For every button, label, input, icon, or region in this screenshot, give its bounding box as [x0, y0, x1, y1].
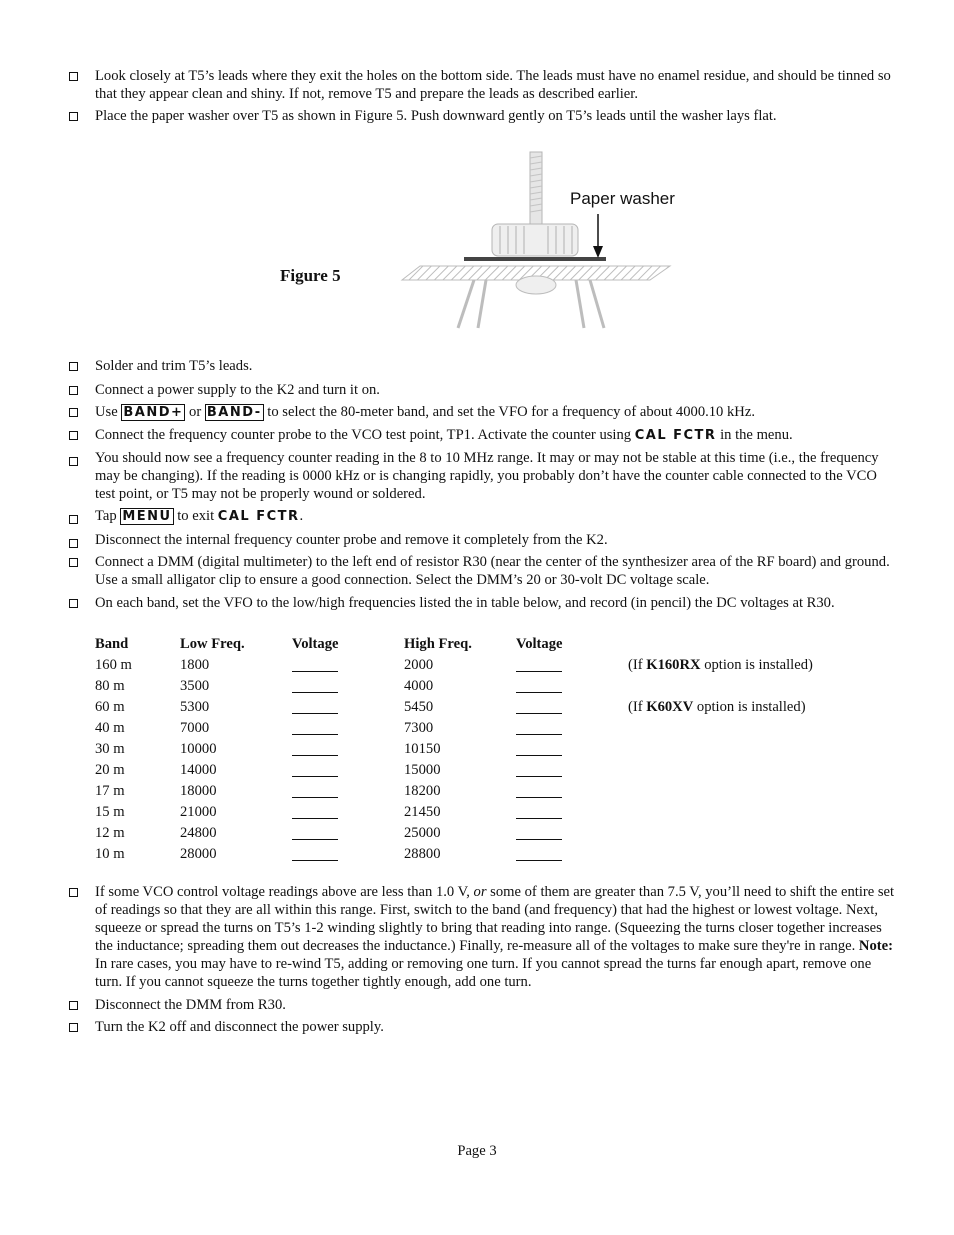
voltage-blank[interactable] — [516, 776, 562, 777]
text: Connect the frequency counter probe to the VCO test point, TP1. Activate the counter using — [95, 427, 635, 443]
band-minus-key: BAND- — [206, 405, 262, 420]
step-text: Connect a power supply to the K2 and turn it on. — [95, 382, 380, 398]
figure-callout: Paper washer — [570, 189, 675, 208]
voltage-blank[interactable] — [516, 692, 562, 693]
band-cell: 10 m — [95, 846, 125, 862]
band-cell: 12 m — [95, 825, 125, 841]
text: to exit — [173, 508, 218, 524]
text: If some VCO control voltage readings above are less than 1.0 V, — [95, 884, 474, 900]
band-cell: 17 m — [95, 783, 125, 799]
high-freq-cell: 18200 — [404, 783, 441, 799]
text: to select the 80-meter band, and set the VFO for a frequency of about 4000.10 kHz. — [263, 404, 755, 420]
step-text — [95, 403, 895, 421]
text: option is installed) — [693, 699, 806, 715]
text: Use — [95, 404, 122, 420]
checkbox[interactable] — [69, 515, 78, 524]
voltage-blank[interactable] — [516, 797, 562, 798]
high-freq-cell: 15000 — [404, 762, 441, 778]
table-header: Voltage — [292, 636, 339, 652]
figure-label: Figure 5 — [280, 266, 341, 285]
table-header: Low Freq. — [180, 636, 245, 652]
band-cell: 40 m — [95, 720, 125, 736]
band-cell: 160 m — [95, 657, 132, 673]
table-header: High Freq. — [404, 636, 472, 652]
low-freq-cell: 24800 — [180, 825, 217, 841]
checkbox[interactable] — [69, 112, 78, 121]
text: some of them are greater than 7.5 V, you’ll need to shift the entire set of readings so that they are all within this range. First, switch to the band (and frequency) that had the highest or lowest voltage. Next, squeeze or spread the turns on T5’s 1-2 winding slightly to bring that reading into range. (Squeezing the turns closer together increases the inductance; spreading them out decreases the inductance.) Finally, re-measure all of the voltages to make sure they're in range. — [95, 884, 895, 954]
low-freq-cell: 21000 — [180, 804, 217, 820]
text: (If — [628, 657, 647, 673]
checkbox[interactable] — [69, 362, 78, 371]
menu-item-name: CAL FCTR — [634, 428, 717, 443]
checkbox[interactable] — [69, 386, 78, 395]
step-text: Place the paper washer over T5 as shown in Figure 5. Push downward gently on T5’s leads until the washer lays flat. — [95, 108, 777, 124]
step-text: You should now see a frequency counter reading in the 8 to 10 MHz range. It may or may not be stable at this time (i.e., the frequency may be changing). If the reading is 0000 kHz or is changing rapidly, you probably don’t have the counter cable connected to the VCO test point, or T5 may not be properly wound or soldered. — [95, 450, 879, 502]
emphasis: or — [473, 884, 487, 900]
note-label: Note: — [858, 938, 893, 954]
band-cell: 15 m — [95, 804, 125, 820]
low-freq-cell: 7000 — [180, 720, 210, 736]
band-plus-key: BAND+ — [123, 405, 184, 420]
voltage-blank[interactable] — [516, 671, 562, 672]
step-text: Disconnect the DMM from R30. — [95, 997, 286, 1013]
low-freq-cell: 5300 — [180, 699, 210, 715]
voltage-blank[interactable] — [292, 839, 338, 840]
menu-key: MENU — [122, 509, 172, 524]
text: option is installed) — [700, 657, 813, 673]
table-header: Voltage — [516, 636, 563, 652]
text: in the menu. — [716, 427, 793, 443]
step-text: Look closely at T5’s leads where they exit the holes on the bottom side. The leads must have no enamel residue, and should be tinned so that they appear clean and shiny. If not, remove T5 and prepare the leads as described earlier. — [95, 68, 891, 102]
high-freq-cell: 25000 — [404, 825, 441, 841]
voltage-blank[interactable] — [292, 818, 338, 819]
step-text — [95, 507, 895, 526]
voltage-blank[interactable] — [292, 860, 338, 861]
page-number: Page 3 — [457, 1143, 497, 1159]
table-header: Band — [95, 636, 129, 652]
checkbox[interactable] — [69, 72, 78, 81]
high-freq-cell: 5450 — [404, 699, 434, 715]
low-freq-cell: 1800 — [180, 657, 210, 673]
step-text: Connect a DMM (digital multimeter) to the left end of resistor R30 (near the center of the synthesizer area of the RF board) and ground. Use a small alligator clip to ensure a good connection. Select the DMM’s 20 or 30-volt DC voltage scale. — [95, 554, 890, 588]
text: Tap — [95, 508, 121, 524]
voltage-blank[interactable] — [516, 839, 562, 840]
checkbox[interactable] — [69, 431, 78, 440]
band-cell: 30 m — [95, 741, 125, 757]
step-text: Turn the K2 off and disconnect the power supply. — [95, 1019, 384, 1035]
option-note — [628, 698, 806, 716]
voltage-blank[interactable] — [292, 776, 338, 777]
checkbox[interactable] — [69, 457, 78, 466]
low-freq-cell: 3500 — [180, 678, 210, 694]
voltage-blank[interactable] — [516, 734, 562, 735]
menu-item-name: CAL FCTR — [217, 509, 300, 524]
checkbox[interactable] — [69, 888, 78, 897]
high-freq-cell: 28800 — [404, 846, 441, 862]
low-freq-cell: 14000 — [180, 762, 217, 778]
voltage-blank[interactable] — [292, 755, 338, 756]
band-cell: 60 m — [95, 699, 125, 715]
text: (If — [628, 699, 647, 715]
step-text — [95, 426, 895, 445]
step-text: On each band, set the VFO to the low/high frequencies listed the in table below, and record (in pencil) the DC voltages at R30. — [95, 595, 835, 611]
low-freq-cell: 28000 — [180, 846, 217, 862]
checkbox[interactable] — [69, 558, 78, 567]
voltage-blank[interactable] — [516, 713, 562, 714]
text: . — [299, 508, 304, 524]
high-freq-cell: 21450 — [404, 804, 441, 820]
voltage-blank[interactable] — [516, 818, 562, 819]
toroid-figure-drawing — [396, 148, 686, 334]
high-freq-cell: 2000 — [404, 657, 434, 673]
band-cell: 20 m — [95, 762, 125, 778]
voltage-blank[interactable] — [516, 860, 562, 861]
low-freq-cell: 10000 — [180, 741, 217, 757]
step-text: Solder and trim T5’s leads. — [95, 358, 253, 374]
voltage-blank[interactable] — [292, 713, 338, 714]
high-freq-cell: 10150 — [404, 741, 441, 757]
high-freq-cell: 7300 — [404, 720, 434, 736]
checkbox[interactable] — [69, 599, 78, 608]
checkbox[interactable] — [69, 1001, 78, 1010]
voltage-blank[interactable] — [292, 671, 338, 672]
step-text: Disconnect the internal frequency counter probe and remove it completely from the K2. — [95, 532, 608, 548]
text: In rare cases, you may have to re-wind T5, adding or removing one turn. If you cannot spread the turns far enough apart, remove one turn. If you cannot squeeze the turns together tightly enough, add one turn. — [95, 956, 872, 990]
high-freq-cell: 4000 — [404, 678, 434, 694]
option-name: K160RX — [646, 657, 701, 673]
checkbox[interactable] — [69, 408, 78, 417]
checkbox[interactable] — [69, 1023, 78, 1032]
low-freq-cell: 18000 — [180, 783, 217, 799]
option-name: K60XV — [646, 699, 694, 715]
checkbox[interactable] — [69, 539, 78, 548]
option-note — [628, 656, 813, 674]
text: or — [185, 404, 205, 420]
band-cell: 80 m — [95, 678, 125, 694]
step-text — [95, 883, 895, 991]
voltage-blank[interactable] — [292, 692, 338, 693]
voltage-blank[interactable] — [292, 797, 338, 798]
voltage-blank[interactable] — [516, 755, 562, 756]
voltage-blank[interactable] — [292, 734, 338, 735]
